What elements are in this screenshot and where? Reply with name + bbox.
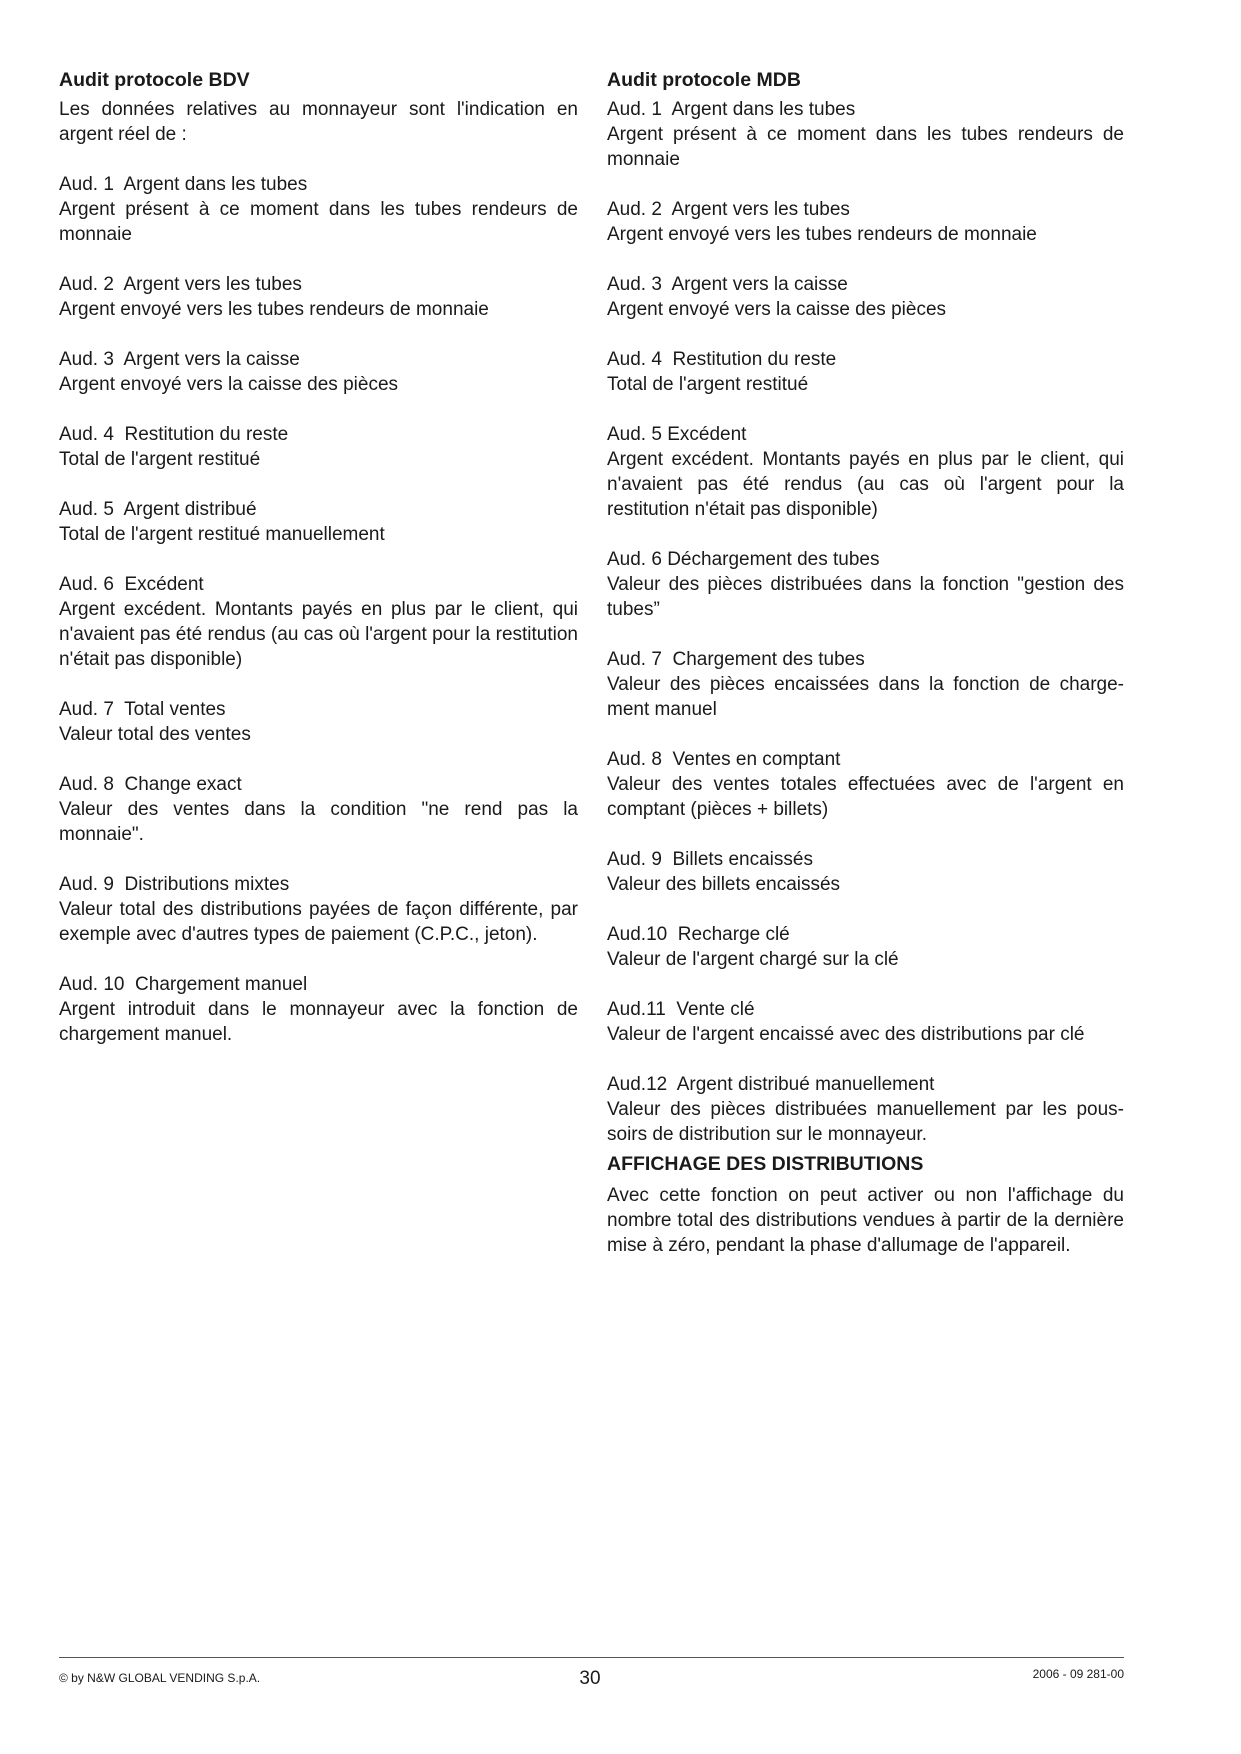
audit-label: Aud. 9 Billets encaissés (607, 849, 813, 870)
audit-entry (607, 922, 1124, 972)
audit-entry (607, 422, 1124, 522)
audit-description: Argent présent à ce moment dans les tubes rendeurs de monnaie (607, 124, 1124, 170)
audit-description: Valeur total des distributions payées de façon différente, par exemple avec d'autres types de paiement (C.P.C., jeton). (59, 899, 578, 945)
audit-entry (607, 197, 1124, 247)
audit-label: Aud. 8 Ventes en comptant (607, 749, 841, 770)
audit-label: Aud.11 Vente clé (607, 999, 755, 1020)
audit-label: Aud. 3 Argent vers la caisse (59, 349, 300, 370)
audit-label: Aud. 1 Argent dans les tubes (59, 174, 308, 195)
audit-entry (607, 747, 1124, 822)
audit-entry (607, 272, 1124, 322)
audit-entry (59, 872, 578, 947)
audit-description: Valeur des pièces distribuées dans la fonction "gestion des tubes” (607, 574, 1124, 620)
section-heading: AFFICHAGE DES DISTRIBUTIONS (607, 1153, 924, 1175)
audit-description: Argent envoyé vers la caisse des pièces (59, 374, 399, 395)
audit-description: Total de l'argent restitué (607, 374, 809, 395)
audit-entry (607, 997, 1124, 1047)
audit-description: Valeur total des ventes (59, 724, 251, 745)
audit-entry (607, 347, 1124, 397)
audit-entry (59, 772, 578, 847)
footer-divider (59, 1657, 1124, 1658)
audit-description: Valeur des ventes dans la condition "ne rend pas la monnaie". (59, 799, 578, 845)
audit-label: Aud. 3 Argent vers la caisse (607, 274, 848, 295)
audit-entry (59, 572, 578, 672)
audit-label: Aud. 7 Total ventes (59, 699, 226, 720)
audit-label: Aud. 2 Argent vers les tubes (607, 199, 850, 220)
audit-label: Aud. 5 Argent distribué (59, 499, 257, 520)
audit-label: Aud. 7 Chargement des tubes (607, 649, 865, 670)
audit-label: Aud. 10 Chargement manuel (59, 974, 308, 995)
section-body: Avec cette fonction on peut activer ou non l'affichage du nombre total des distributions vendues à partir de la dernière mise à zéro, pendant la phase d'allumage de l'appareil. (607, 1185, 1124, 1256)
audit-description: Total de l'argent restitué manuellement (59, 524, 385, 545)
audit-description: Valeur des billets encaissés (607, 874, 841, 895)
audit-entry (59, 422, 578, 472)
audit-description: Valeur de l'argent chargé sur la clé (607, 949, 899, 970)
audit-label: Aud. 1 Argent dans les tubes (607, 99, 856, 120)
audit-entry (59, 497, 578, 547)
audit-description: Valeur des pièces encaissées dans la fonction de charge-ment manuel (607, 674, 1124, 720)
footer-copyright: © by N&W GLOBAL VENDING S.p.A. (59, 1671, 261, 1685)
audit-entry (607, 1072, 1124, 1147)
audit-description: Argent envoyé vers la caisse des pièces (607, 299, 947, 320)
document-reference: 2006 - 09 281-00 (1032, 1667, 1124, 1681)
left-section-title: Audit protocole BDV (59, 69, 250, 91)
audit-description: Argent excédent. Montants payés en plus par le client, qui n'avaient pas été rendus (au cas où l'argent pour la restitution n'était pas disponible) (607, 449, 1124, 520)
audit-description: Argent introduit dans le monnayeur avec la fonction de chargement manuel. (59, 999, 578, 1045)
audit-label: Aud. 2 Argent vers les tubes (59, 274, 302, 295)
audit-entry (59, 972, 578, 1047)
audit-entry (59, 272, 578, 322)
audit-entry (607, 97, 1124, 172)
audit-entry (59, 347, 578, 397)
audit-label: Aud.12 Argent distribué manuellement (607, 1074, 935, 1095)
left-column (59, 68, 578, 1072)
audit-entry (607, 847, 1124, 897)
audit-description: Argent envoyé vers les tubes rendeurs de monnaie (607, 224, 1037, 245)
audit-description: Valeur des pièces distribuées manuellement par les pous-soirs de distribution sur le monnayeur. (607, 1099, 1124, 1145)
audit-entry (59, 172, 578, 247)
audit-description: Argent excédent. Montants payés en plus par le client, qui n'avaient pas été rendus (au cas où l'argent pour la restitution n'était pas disponible) (59, 599, 578, 670)
audit-label: Aud. 4 Restitution du reste (607, 349, 837, 370)
audit-label: Aud.10 Recharge clé (607, 924, 790, 945)
audit-label: Aud. 5 Excédent (607, 424, 747, 445)
audit-label: Aud. 6 Déchargement des tubes (607, 549, 880, 570)
audit-description: Argent présent à ce moment dans les tubes rendeurs de monnaie (59, 199, 578, 245)
audit-entry (607, 647, 1124, 722)
right-section-title: Audit protocole MDB (607, 69, 801, 91)
page-number: 30 (579, 1668, 601, 1689)
audit-label: Aud. 4 Restitution du reste (59, 424, 289, 445)
left-intro: Les données relatives au monnayeur sont l'indication en argent réel de : (59, 99, 578, 145)
right-column (607, 68, 1124, 1258)
audit-description: Valeur de l'argent encaissé avec des distributions par clé (607, 1024, 1085, 1045)
audit-label: Aud. 9 Distributions mixtes (59, 874, 290, 895)
audit-description: Total de l'argent restitué (59, 449, 261, 470)
audit-entry (59, 697, 578, 747)
audit-label: Aud. 6 Excédent (59, 574, 204, 595)
audit-entry (607, 547, 1124, 622)
audit-description: Valeur des ventes totales effectuées avec de l'argent en comptant (pièces + billets) (607, 774, 1124, 820)
audit-label: Aud. 8 Change exact (59, 774, 242, 795)
audit-description: Argent envoyé vers les tubes rendeurs de monnaie (59, 299, 489, 320)
